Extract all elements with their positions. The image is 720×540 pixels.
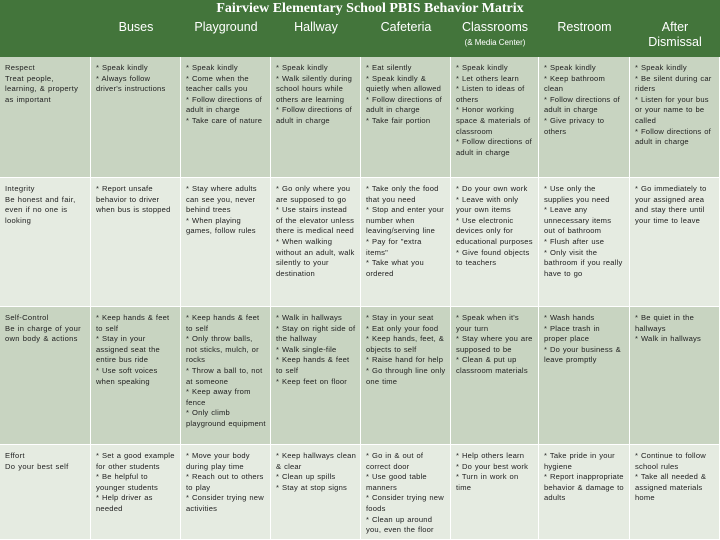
matrix-cell: * Speak when it's your turn * Stay where you are supposed to be * Clean & put up classroom materials: [451, 307, 539, 445]
matrix-cell: * Go immediately to your assigned area and stay there until your time to leave: [630, 178, 720, 307]
matrix-cell: * Keep hands & feet to self * Only throw balls, not sticks, mulch, or rocks * Throw a ball to, not at someone * Keep away from fence * Only climb playground equipment: [181, 307, 271, 445]
matrix-cell: * Move your body during play time * Reach out to others to play * Consider trying new activities: [181, 445, 271, 540]
matrix-cell: * Set a good example for other students * Be helpful to younger students * Help driver as needed: [91, 445, 181, 540]
column-header-label: Classrooms: [462, 20, 528, 34]
matrix-cell: * Speak kindly * Be silent during car riders * Listen for your bus or your name to be called * Follow directions of adult in charge: [630, 57, 720, 178]
row-heading: Self-Control Be in charge of your own body & actions: [0, 307, 91, 445]
matrix-cell: * Speak kindly * Let others learn * Listen to ideas of others * Honor working space & materials of classroom * Follow directions of adult in charge: [451, 57, 539, 178]
matrix-cell: * Help others learn * Do your best work * Turn in work on time: [451, 445, 539, 540]
matrix-row-integrity: [0, 178, 720, 307]
page-title: Fairview Elementary School PBIS Behavior Matrix: [216, 1, 524, 16]
column-header-label: Hallway: [294, 20, 338, 34]
column-header-label: Playground: [194, 20, 258, 34]
matrix-cell: * Go only where you are supposed to go * Use stairs instead of the elevator unless there is medical need * When walking without an adult, walk silently to your destination: [271, 178, 361, 307]
matrix-cell: * Speak kindly * Walk silently during school hours while others are learning * Follow directions of adult in charge: [271, 57, 361, 178]
row-heading: Effort Do your best self: [0, 445, 91, 540]
matrix-cell: * Take pride in your hygiene * Report inappropriate behavior & damage to adults: [539, 445, 630, 540]
row-heading: Integrity Be honest and fair, even if no one is looking: [0, 178, 91, 307]
column-header-sublabel: (& Media Center): [464, 38, 526, 47]
matrix-row-self-control: [0, 307, 720, 445]
row-heading: Respect Treat people, learning, & property as important: [0, 57, 91, 178]
matrix-cell: * Keep hallways clean & clear * Clean up spills * Stay at stop signs: [271, 445, 361, 540]
matrix-cell: * Stay where adults can see you, never behind trees * When playing games, follow rules: [181, 178, 271, 307]
matrix-cell: * Do your own work * Leave with only your own items * Use electronic devices only for educational purposes * Give found objects to teachers: [451, 178, 539, 307]
matrix-cell: * Walk in hallways * Stay on right side of the hallway * Walk single-file * Keep hands & feet to self * Keep feet on floor: [271, 307, 361, 445]
column-header-label: Restroom: [557, 20, 612, 34]
matrix-cell: * Eat silently * Speak kindly & quietly when allowed * Follow directions of adult in charge * Take fair portion: [361, 57, 451, 178]
matrix-cell: * Be quiet in the hallways * Walk in hallways: [630, 307, 720, 445]
matrix-cell: * Stay in your seat * Eat only your food * Keep hands, feet, & objects to self * Raise hand for help * Go through line only one time: [361, 307, 451, 445]
matrix-cell: * Keep hands & feet to self * Stay in your assigned seat the entire bus ride * Use soft voices when speaking: [91, 307, 181, 445]
matrix-cell: * Take only the food that you need * Stop and enter your number when leaving/serving line * Pay for "extra items" * Take what you ordered: [361, 178, 451, 307]
matrix-cell: * Report unsafe behavior to driver when bus is stopped: [91, 178, 181, 307]
matrix-cell: * Go in & out of correct door * Use good table manners * Consider trying new foods * Clean up around you, even the floor: [361, 445, 451, 540]
matrix-cell: * Wash hands * Place trash in proper place * Do your business & leave promptly: [539, 307, 630, 445]
column-header-label: After Dismissal: [648, 20, 702, 49]
matrix-cell: * Use only the supplies you need * Leave any unnecessary items out of bathroom * Flush after use * Only visit the bathroom if you really have to go: [539, 178, 630, 307]
matrix-cell: * Continue to follow school rules * Take all needed & assigned materials home: [630, 445, 720, 540]
matrix-cell: * Speak kindly * Keep bathroom clean * Follow directions of adult in charge * Give privacy to others: [539, 57, 630, 178]
column-header-label: Cafeteria: [380, 20, 432, 34]
matrix-cell: * Speak kindly * Always follow driver's instructions: [91, 57, 181, 178]
matrix-row-effort: [0, 445, 720, 540]
matrix-row-respect: [0, 57, 720, 178]
column-header-label: Buses: [118, 20, 154, 34]
matrix-cell: * Speak kindly * Come when the teacher calls you * Follow directions of adult in charge * Take care of nature: [181, 57, 271, 178]
